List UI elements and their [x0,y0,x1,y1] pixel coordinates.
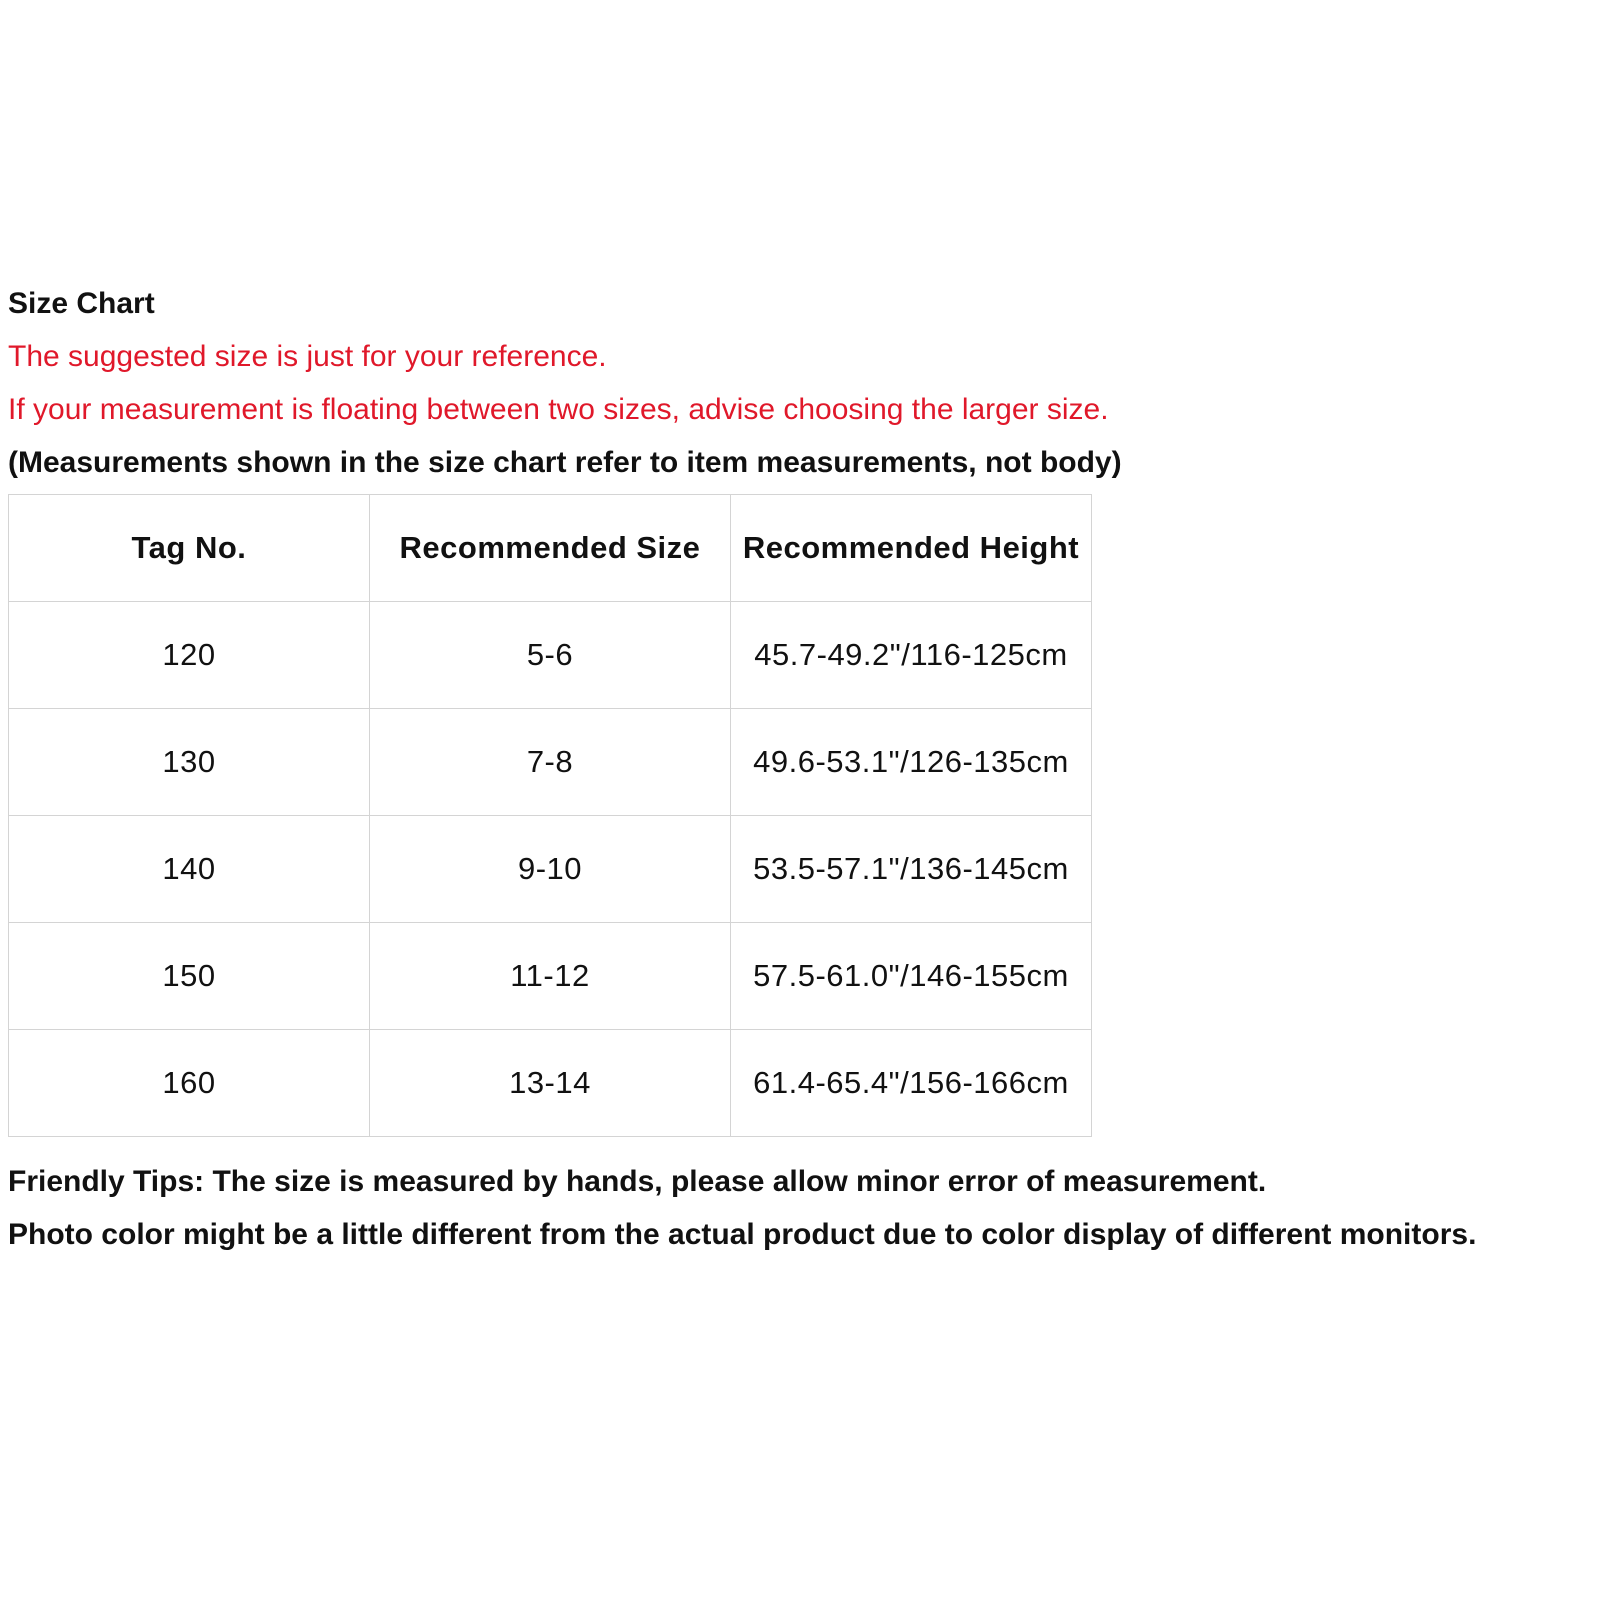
tips-measurement-note: Friendly Tips: The size is measured by hands, please allow minor error of measurement. [8,1165,1267,1198]
size-cell: 13-14 [369,1030,730,1137]
table-header-row [9,495,1092,602]
table-row [9,923,1092,1030]
header-tag-no: Tag No. [9,495,370,602]
table-row [9,816,1092,923]
height-cell: 45.7-49.2"/116-125cm [730,602,1091,709]
table-row [9,1030,1092,1137]
size-cell: 7-8 [369,709,730,816]
size-chart-document [8,282,1598,1266]
page-title: Size Chart [8,287,155,320]
header-recommended-height: Recommended Height [730,495,1091,602]
tips-color-note: Photo color might be a little different from the actual product due to color display of different monitors. [8,1218,1477,1251]
sizing-advice-note: If your measurement is floating between two sizes, advise choosing the larger size. [8,393,1109,426]
reference-note: The suggested size is just for your reference. [8,340,607,373]
tag-no-cell: 160 [9,1030,370,1137]
tag-no-cell: 130 [9,709,370,816]
tag-no-cell: 140 [9,816,370,923]
size-cell: 9-10 [369,816,730,923]
table-row [9,602,1092,709]
size-table [8,494,1092,1137]
height-cell: 61.4-65.4"/156-166cm [730,1030,1091,1137]
header-recommended-size: Recommended Size [369,495,730,602]
tag-no-cell: 150 [9,923,370,1030]
measurement-disclaimer: (Measurements shown in the size chart refer to item measurements, not body) [8,446,1122,479]
size-cell: 11-12 [369,923,730,1030]
table-row [9,709,1092,816]
height-cell: 57.5-61.0"/146-155cm [730,923,1091,1030]
height-cell: 53.5-57.1"/136-145cm [730,816,1091,923]
tag-no-cell: 120 [9,602,370,709]
height-cell: 49.6-53.1"/126-135cm [730,709,1091,816]
friendly-tips [8,1160,1598,1266]
size-cell: 5-6 [369,602,730,709]
